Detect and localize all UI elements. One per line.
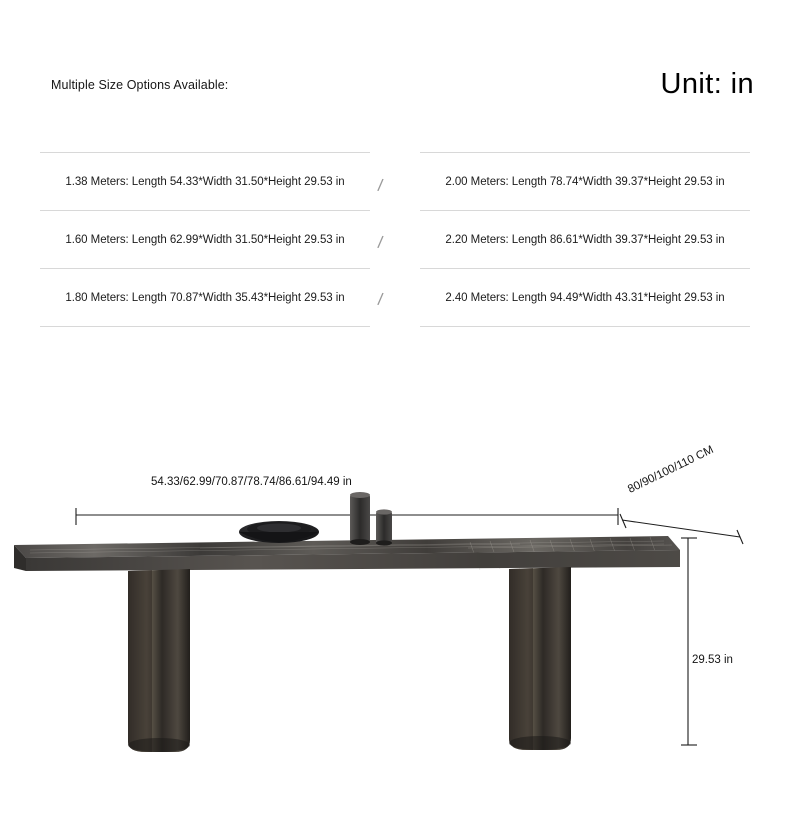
- size-options-left-column: [40, 152, 370, 327]
- decor-bowl: [239, 521, 319, 543]
- decor-canister-short: [376, 509, 392, 545]
- column-separator-slash: /: [376, 175, 385, 196]
- size-option-text: 1.38 Meters: Length 54.33*Width 31.50*Height 29.53 in: [65, 175, 345, 188]
- size-option-text: 1.60 Meters: Length 62.99*Width 31.50*Height 29.53 in: [65, 233, 345, 246]
- size-option-row: [420, 210, 750, 268]
- size-option-text: 2.40 Meters: Length 94.49*Width 43.31*Height 29.53 in: [445, 291, 725, 304]
- table-leg-right: [509, 567, 571, 750]
- size-option-text: 1.80 Meters: Length 70.87*Width 35.43*Height 29.53 in: [65, 291, 345, 304]
- table-leg-left: [128, 569, 190, 752]
- column-separator-slash: /: [376, 289, 385, 310]
- size-option-text: 2.00 Meters: Length 78.74*Width 39.37*Height 29.53 in: [445, 175, 725, 188]
- height-dimension-label: 29.53 in: [692, 654, 733, 666]
- size-options-heading: Multiple Size Options Available:: [51, 78, 229, 92]
- depth-dimension-label: 80/90/100/110 CM: [626, 443, 716, 496]
- product-diagram: [0, 440, 790, 800]
- table-illustration: [0, 440, 790, 800]
- size-option-row: [40, 210, 370, 268]
- size-option-row: [420, 268, 750, 327]
- length-dimension-label: 54.33/62.99/70.87/78.74/86.61/94.49 in: [151, 476, 352, 488]
- size-option-row: [40, 152, 370, 210]
- size-option-text: 2.20 Meters: Length 86.61*Width 39.37*Height 29.53 in: [445, 233, 725, 246]
- size-option-row: [420, 152, 750, 210]
- decor-canister-tall: [350, 492, 370, 545]
- column-separator-slash: /: [376, 232, 385, 253]
- size-options-right-column: [420, 152, 750, 327]
- length-dimension-line: [76, 508, 618, 525]
- height-dimension-line: [681, 538, 697, 745]
- size-options-table: [40, 152, 750, 327]
- size-option-row: [40, 268, 370, 327]
- unit-label: Unit: in: [660, 68, 754, 100]
